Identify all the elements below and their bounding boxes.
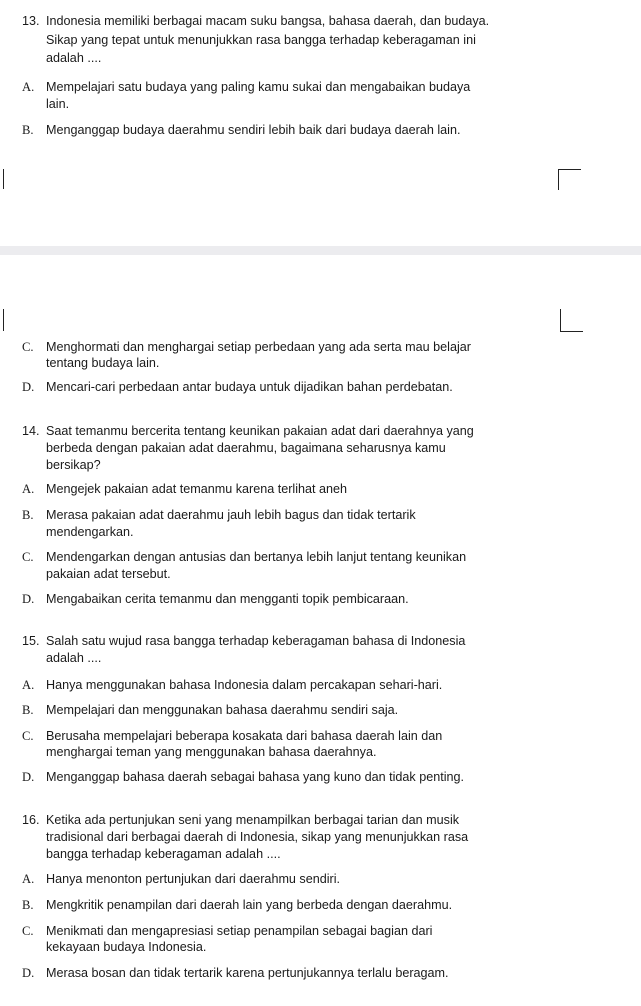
question-number: 14. xyxy=(22,424,40,438)
option-letter: B. xyxy=(22,123,34,137)
crop-mark-top-left xyxy=(0,169,4,189)
option-letter: C. xyxy=(22,340,34,354)
option-letter: D. xyxy=(22,592,35,606)
crop-mark-bottom-left xyxy=(0,309,4,331)
option-letter: A. xyxy=(22,80,35,94)
page-break-gap xyxy=(0,246,641,255)
question-number: 15. xyxy=(22,634,40,648)
option-letter: D. xyxy=(22,770,35,784)
crop-mark-bottom-right xyxy=(560,309,583,332)
option-letter: B. xyxy=(22,508,34,522)
crop-mark-top-right xyxy=(558,169,581,190)
option-letter: C. xyxy=(22,550,34,564)
option-letter: C. xyxy=(22,729,34,743)
option-letter: A. xyxy=(22,678,35,692)
option-letter: A. xyxy=(22,872,35,886)
question-number: 13. xyxy=(22,14,40,28)
option-letter: C. xyxy=(22,924,34,938)
option-letter: A. xyxy=(22,482,35,496)
question-number: 16. xyxy=(22,813,40,827)
option-letter: B. xyxy=(22,703,34,717)
option-letter: B. xyxy=(22,898,34,912)
option-letter: D. xyxy=(22,966,35,980)
option-letter: D. xyxy=(22,380,35,394)
